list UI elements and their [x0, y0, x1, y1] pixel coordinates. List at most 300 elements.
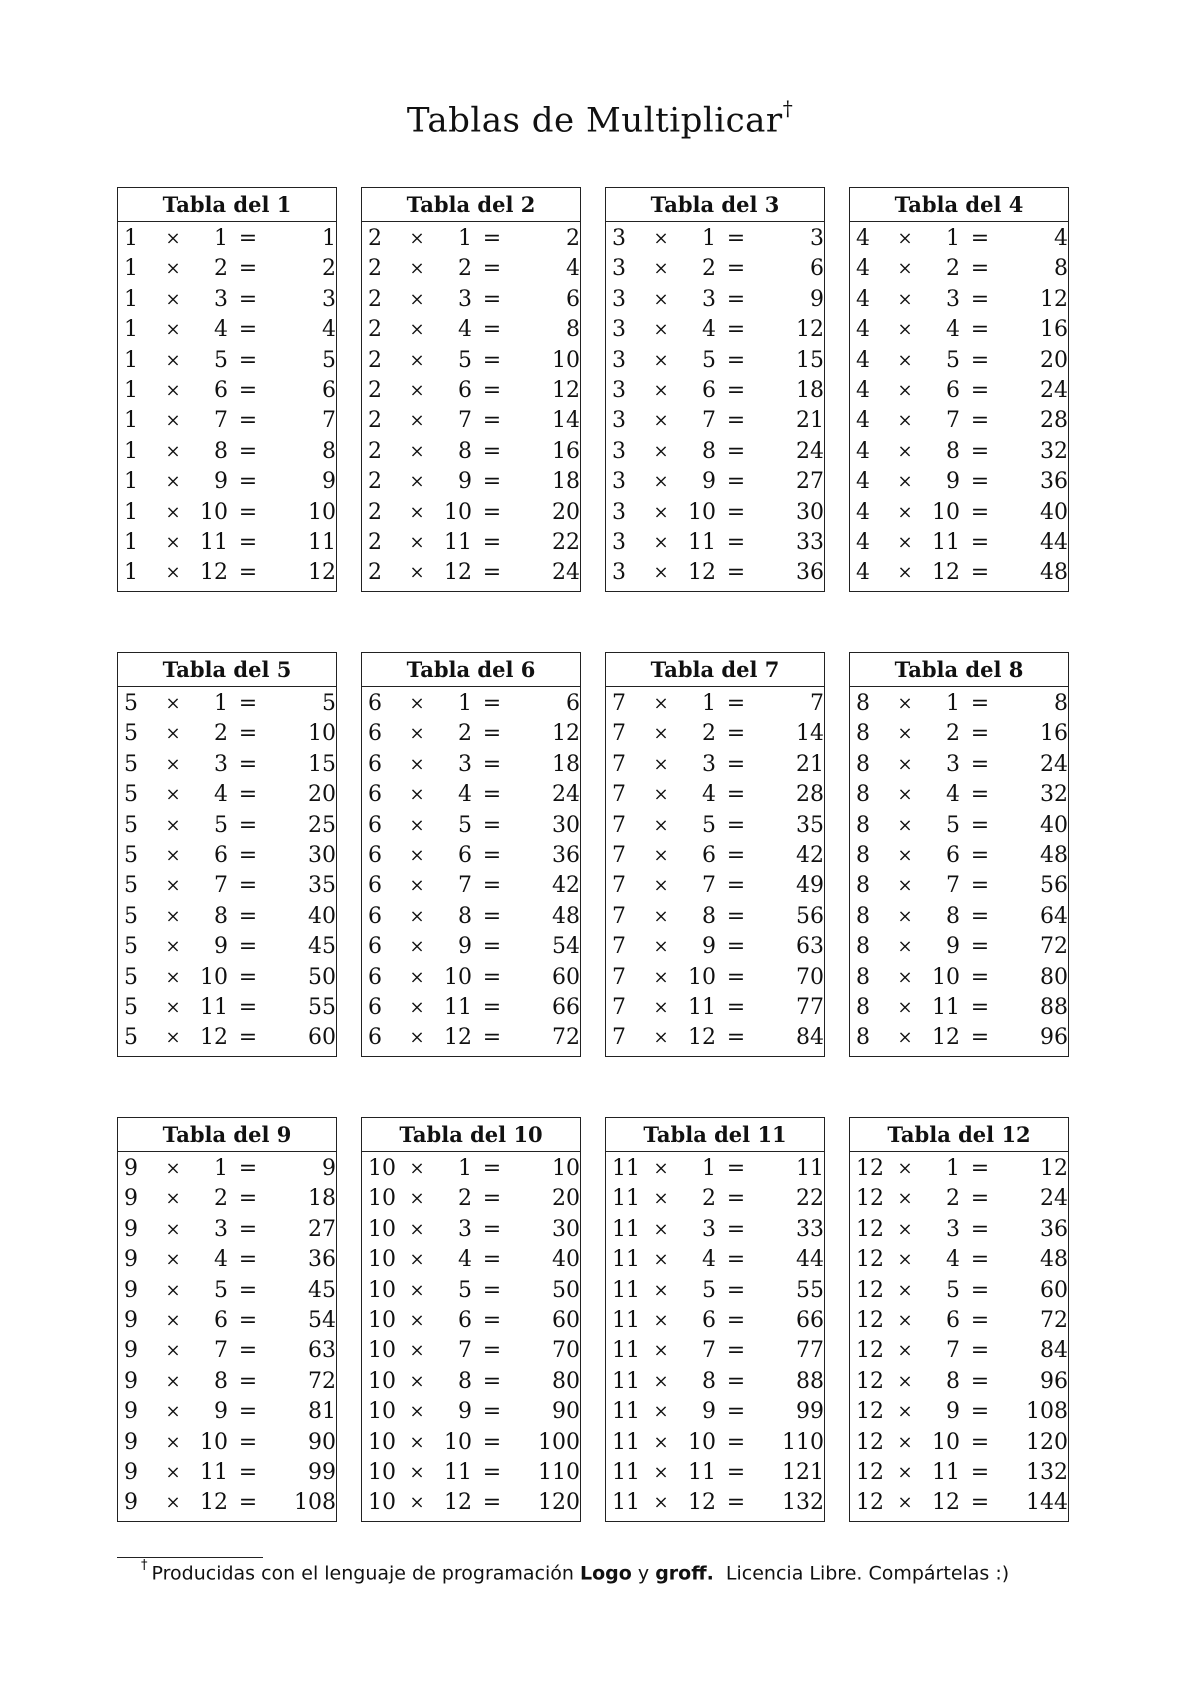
row-base: 5 — [124, 812, 138, 838]
row-base: 7 — [612, 964, 626, 990]
row-base: 6 — [368, 964, 382, 990]
row-multiplier: 10 — [444, 499, 472, 525]
equals-sign: = — [970, 1399, 990, 1425]
row-base: 11 — [612, 1277, 640, 1303]
table-row — [850, 346, 1068, 376]
equals-sign: = — [238, 964, 258, 990]
row-multiplier: 9 — [702, 469, 716, 495]
row-multiplier: 8 — [702, 1368, 716, 1394]
table-header: Tabla del 8 — [850, 653, 1068, 687]
times-sign: × — [409, 723, 425, 745]
equals-sign: = — [726, 226, 746, 251]
table-row — [118, 1458, 336, 1488]
row-multiplier: 2 — [458, 1186, 472, 1212]
row-product: 30 — [552, 1216, 580, 1242]
times-sign: × — [409, 562, 425, 584]
row-base: 6 — [368, 934, 382, 960]
row-product: 3 — [810, 226, 824, 251]
row-base: 7 — [612, 812, 626, 838]
equals-sign: = — [482, 256, 502, 282]
times-sign: × — [897, 440, 913, 462]
equals-sign: = — [238, 347, 258, 373]
equals-sign: = — [726, 469, 746, 495]
times-sign: × — [897, 379, 913, 401]
table-header: Tabla del 6 — [362, 653, 580, 687]
table-row — [606, 1397, 824, 1427]
table-row — [606, 1245, 824, 1275]
row-multiplier: 4 — [214, 782, 228, 808]
equals-sign: = — [726, 1156, 746, 1181]
equals-sign: = — [970, 1459, 990, 1485]
multiplication-table — [361, 652, 581, 1057]
row-base: 4 — [856, 438, 870, 464]
row-multiplier: 11 — [444, 1459, 472, 1485]
table-row — [362, 467, 580, 497]
multiplication-table — [361, 1117, 581, 1522]
times-sign: × — [165, 1370, 181, 1392]
row-multiplier: 6 — [946, 842, 960, 868]
table-rows — [362, 1152, 580, 1519]
row-multiplier: 5 — [458, 347, 472, 373]
table-row — [118, 932, 336, 962]
row-base: 11 — [612, 1429, 640, 1455]
row-product: 18 — [552, 469, 580, 495]
row-multiplier: 1 — [214, 226, 228, 251]
equals-sign: = — [726, 529, 746, 555]
row-multiplier: 3 — [946, 1216, 960, 1242]
times-sign: × — [409, 471, 425, 493]
times-sign: × — [409, 501, 425, 523]
equals-sign: = — [726, 438, 746, 464]
row-product: 44 — [1040, 529, 1068, 555]
equals-sign: = — [238, 438, 258, 464]
row-base: 11 — [612, 1490, 640, 1516]
table-row — [118, 498, 336, 528]
times-sign: × — [409, 753, 425, 775]
row-base: 9 — [124, 1368, 138, 1394]
row-base: 7 — [612, 873, 626, 899]
times-sign: × — [653, 966, 669, 988]
times-sign: × — [165, 440, 181, 462]
times-sign: × — [897, 288, 913, 310]
row-product: 45 — [308, 934, 336, 960]
table-rows — [118, 222, 336, 589]
equals-sign: = — [238, 1368, 258, 1394]
row-multiplier: 7 — [458, 1338, 472, 1364]
table-rows — [850, 1152, 1068, 1519]
row-product: 100 — [538, 1429, 580, 1455]
table-row — [606, 376, 824, 406]
row-base: 5 — [124, 751, 138, 777]
row-multiplier: 5 — [458, 1277, 472, 1303]
row-multiplier: 11 — [200, 529, 228, 555]
row-product: 10 — [552, 1156, 580, 1181]
row-base: 7 — [612, 691, 626, 716]
row-product: 40 — [308, 903, 336, 929]
row-product: 90 — [308, 1429, 336, 1455]
table-row — [362, 315, 580, 345]
row-product: 18 — [552, 751, 580, 777]
equals-sign: = — [726, 782, 746, 808]
times-sign: × — [653, 1461, 669, 1483]
table-row — [606, 902, 824, 932]
equals-sign: = — [726, 1459, 746, 1485]
table-row — [606, 719, 824, 749]
table-row — [362, 1428, 580, 1458]
times-sign: × — [897, 1492, 913, 1514]
table-row — [362, 1023, 580, 1053]
multiplication-table — [605, 652, 825, 1057]
table-row — [606, 224, 824, 254]
table-row — [118, 993, 336, 1023]
times-sign: × — [653, 410, 669, 432]
row-multiplier: 12 — [932, 1025, 960, 1051]
table-row — [362, 719, 580, 749]
row-base: 1 — [124, 469, 138, 495]
table-row — [606, 1367, 824, 1397]
row-multiplier: 1 — [702, 1156, 716, 1181]
table-row — [850, 1023, 1068, 1053]
times-sign: × — [653, 996, 669, 1018]
times-sign: × — [897, 1401, 913, 1423]
row-base: 12 — [856, 1156, 884, 1181]
table-row — [606, 498, 824, 528]
times-sign: × — [409, 319, 425, 341]
row-product: 24 — [552, 782, 580, 808]
table-row — [850, 224, 1068, 254]
equals-sign: = — [726, 1338, 746, 1364]
row-base: 4 — [856, 529, 870, 555]
equals-sign: = — [970, 1429, 990, 1455]
table-rows — [606, 222, 824, 589]
table-row — [362, 254, 580, 284]
row-product: 21 — [796, 408, 824, 434]
equals-sign: = — [970, 751, 990, 777]
table-row — [606, 993, 824, 1023]
times-sign: × — [409, 379, 425, 401]
row-base: 12 — [856, 1368, 884, 1394]
times-sign: × — [409, 1158, 425, 1179]
row-multiplier: 12 — [688, 1025, 716, 1051]
row-base: 7 — [612, 751, 626, 777]
row-product: 42 — [552, 873, 580, 899]
times-sign: × — [653, 693, 669, 714]
row-product: 77 — [796, 994, 824, 1020]
row-product: 21 — [796, 751, 824, 777]
equals-sign: = — [970, 408, 990, 434]
row-base: 5 — [124, 873, 138, 899]
row-product: 72 — [1040, 1307, 1068, 1333]
row-product: 36 — [1040, 1216, 1068, 1242]
table-rows — [850, 222, 1068, 589]
row-base: 3 — [612, 438, 626, 464]
equals-sign: = — [970, 560, 990, 586]
equals-sign: = — [482, 529, 502, 555]
row-multiplier: 10 — [444, 1429, 472, 1455]
equals-sign: = — [238, 469, 258, 495]
times-sign: × — [165, 1340, 181, 1362]
row-product: 66 — [796, 1307, 824, 1333]
equals-sign: = — [482, 377, 502, 403]
equals-sign: = — [238, 934, 258, 960]
times-sign: × — [165, 1461, 181, 1483]
row-multiplier: 10 — [688, 1429, 716, 1455]
row-multiplier: 1 — [946, 691, 960, 716]
table-row — [362, 1215, 580, 1245]
row-product: 64 — [1040, 903, 1068, 929]
equals-sign: = — [726, 873, 746, 899]
row-multiplier: 6 — [214, 1307, 228, 1333]
table-rows — [606, 1152, 824, 1519]
row-base: 4 — [856, 408, 870, 434]
row-multiplier: 9 — [214, 469, 228, 495]
table-row — [118, 1367, 336, 1397]
equals-sign: = — [726, 691, 746, 716]
equals-sign: = — [726, 317, 746, 343]
row-multiplier: 5 — [946, 1277, 960, 1303]
equals-sign: = — [482, 721, 502, 747]
table-row — [118, 841, 336, 871]
row-multiplier: 4 — [214, 317, 228, 343]
equals-sign: = — [726, 347, 746, 373]
row-product: 8 — [566, 317, 580, 343]
equals-sign: = — [482, 812, 502, 838]
row-base: 7 — [612, 1025, 626, 1051]
times-sign: × — [897, 471, 913, 493]
row-multiplier: 12 — [200, 1490, 228, 1516]
row-base: 1 — [124, 438, 138, 464]
times-sign: × — [409, 531, 425, 553]
row-multiplier: 11 — [200, 1459, 228, 1485]
row-multiplier: 5 — [702, 812, 716, 838]
row-product: 6 — [566, 691, 580, 716]
equals-sign: = — [238, 903, 258, 929]
table-row — [362, 346, 580, 376]
row-multiplier: 3 — [702, 286, 716, 312]
times-sign: × — [897, 1309, 913, 1331]
row-multiplier: 12 — [444, 560, 472, 586]
row-multiplier: 12 — [932, 560, 960, 586]
equals-sign: = — [726, 994, 746, 1020]
row-base: 5 — [124, 903, 138, 929]
table-row — [362, 528, 580, 558]
times-sign: × — [165, 1401, 181, 1423]
times-sign: × — [653, 1492, 669, 1514]
table-row — [606, 871, 824, 901]
row-multiplier: 7 — [214, 408, 228, 434]
table-row — [850, 719, 1068, 749]
table-row — [362, 993, 580, 1023]
row-multiplier: 4 — [458, 317, 472, 343]
times-sign: × — [897, 531, 913, 553]
equals-sign: = — [482, 964, 502, 990]
equals-sign: = — [482, 438, 502, 464]
times-sign: × — [897, 844, 913, 866]
times-sign: × — [897, 905, 913, 927]
row-product: 1 — [322, 226, 336, 251]
footnote-bold-groff: groff. — [655, 1562, 714, 1585]
row-product: 72 — [552, 1025, 580, 1051]
equals-sign: = — [970, 438, 990, 464]
row-multiplier: 3 — [214, 286, 228, 312]
row-base: 6 — [368, 994, 382, 1020]
times-sign: × — [897, 784, 913, 806]
times-sign: × — [653, 228, 669, 249]
table-header: Tabla del 5 — [118, 653, 336, 687]
table-row — [850, 1184, 1068, 1214]
table-row — [606, 1488, 824, 1518]
times-sign: × — [409, 693, 425, 714]
row-product: 27 — [308, 1216, 336, 1242]
row-base: 9 — [124, 1429, 138, 1455]
row-base: 1 — [124, 529, 138, 555]
row-base: 9 — [124, 1277, 138, 1303]
equals-sign: = — [970, 1156, 990, 1181]
row-multiplier: 11 — [688, 994, 716, 1020]
times-sign: × — [897, 966, 913, 988]
row-product: 9 — [322, 469, 336, 495]
equals-sign: = — [726, 377, 746, 403]
times-sign: × — [409, 1461, 425, 1483]
row-multiplier: 2 — [946, 256, 960, 282]
table-row — [850, 1154, 1068, 1184]
row-product: 20 — [552, 499, 580, 525]
table-row — [606, 1428, 824, 1458]
row-base: 3 — [612, 529, 626, 555]
equals-sign: = — [238, 1459, 258, 1485]
times-sign: × — [897, 1027, 913, 1049]
equals-sign: = — [482, 317, 502, 343]
row-product: 2 — [566, 226, 580, 251]
times-sign: × — [409, 784, 425, 806]
row-multiplier: 8 — [458, 1368, 472, 1394]
equals-sign: = — [482, 286, 502, 312]
equals-sign: = — [726, 842, 746, 868]
equals-sign: = — [726, 499, 746, 525]
row-product: 40 — [552, 1247, 580, 1273]
row-product: 28 — [1040, 408, 1068, 434]
equals-sign: = — [482, 1277, 502, 1303]
row-multiplier: 4 — [458, 1247, 472, 1273]
table-row — [850, 285, 1068, 315]
table-row — [850, 315, 1068, 345]
equals-sign: = — [726, 560, 746, 586]
row-multiplier: 9 — [458, 469, 472, 495]
equals-sign: = — [482, 1368, 502, 1394]
row-multiplier: 3 — [946, 751, 960, 777]
row-base: 8 — [856, 751, 870, 777]
multiplication-table — [361, 187, 581, 592]
row-multiplier: 2 — [458, 721, 472, 747]
times-sign: × — [897, 501, 913, 523]
equals-sign: = — [970, 691, 990, 716]
row-base: 4 — [856, 560, 870, 586]
row-base: 3 — [612, 377, 626, 403]
row-multiplier: 6 — [214, 842, 228, 868]
equals-sign: = — [482, 499, 502, 525]
table-row — [362, 780, 580, 810]
row-product: 56 — [1040, 873, 1068, 899]
times-sign: × — [409, 1249, 425, 1271]
table-row — [362, 1154, 580, 1184]
row-product: 6 — [322, 377, 336, 403]
row-multiplier: 11 — [932, 1459, 960, 1485]
row-multiplier: 12 — [200, 560, 228, 586]
row-multiplier: 6 — [458, 842, 472, 868]
equals-sign: = — [970, 1186, 990, 1212]
row-multiplier: 7 — [214, 1338, 228, 1364]
multiplication-table — [605, 1117, 825, 1522]
row-multiplier: 2 — [458, 256, 472, 282]
table-row — [606, 811, 824, 841]
row-multiplier: 7 — [946, 408, 960, 434]
times-sign: × — [653, 1370, 669, 1392]
row-base: 6 — [368, 782, 382, 808]
row-multiplier: 2 — [702, 256, 716, 282]
row-multiplier: 9 — [702, 934, 716, 960]
equals-sign: = — [726, 1247, 746, 1273]
row-multiplier: 12 — [688, 1490, 716, 1516]
row-product: 144 — [1026, 1490, 1068, 1516]
row-base: 7 — [612, 782, 626, 808]
page-title — [0, 96, 1200, 141]
table-row — [606, 558, 824, 588]
row-product: 18 — [796, 377, 824, 403]
row-base: 8 — [856, 842, 870, 868]
row-base: 5 — [124, 721, 138, 747]
footnote-bold-logo: Logo — [580, 1562, 632, 1585]
table-row — [118, 1215, 336, 1245]
row-multiplier: 8 — [458, 903, 472, 929]
equals-sign: = — [970, 1490, 990, 1516]
times-sign: × — [165, 531, 181, 553]
row-base: 9 — [124, 1490, 138, 1516]
times-sign: × — [653, 1027, 669, 1049]
row-multiplier: 3 — [702, 1216, 716, 1242]
row-multiplier: 8 — [702, 438, 716, 464]
row-multiplier: 8 — [214, 903, 228, 929]
row-base: 6 — [368, 842, 382, 868]
row-product: 6 — [566, 286, 580, 312]
equals-sign: = — [238, 1399, 258, 1425]
row-product: 24 — [1040, 751, 1068, 777]
times-sign: × — [653, 1249, 669, 1271]
row-multiplier: 4 — [702, 1247, 716, 1273]
table-row — [118, 963, 336, 993]
table-row — [362, 1336, 580, 1366]
row-multiplier: 5 — [458, 812, 472, 838]
row-base: 10 — [368, 1307, 396, 1333]
footnote-rule — [117, 1557, 263, 1558]
row-product: 14 — [552, 408, 580, 434]
times-sign: × — [653, 723, 669, 745]
row-product: 30 — [308, 842, 336, 868]
multiplication-table — [117, 1117, 337, 1522]
times-sign: × — [897, 723, 913, 745]
row-base: 2 — [368, 499, 382, 525]
row-multiplier: 6 — [458, 1307, 472, 1333]
times-sign: × — [897, 258, 913, 280]
row-base: 12 — [856, 1490, 884, 1516]
equals-sign: = — [238, 1247, 258, 1273]
equals-sign: = — [482, 1307, 502, 1333]
table-row — [850, 1428, 1068, 1458]
row-product: 12 — [552, 377, 580, 403]
row-multiplier: 1 — [458, 226, 472, 251]
row-base: 4 — [856, 377, 870, 403]
row-multiplier: 6 — [458, 377, 472, 403]
row-base: 4 — [856, 347, 870, 373]
